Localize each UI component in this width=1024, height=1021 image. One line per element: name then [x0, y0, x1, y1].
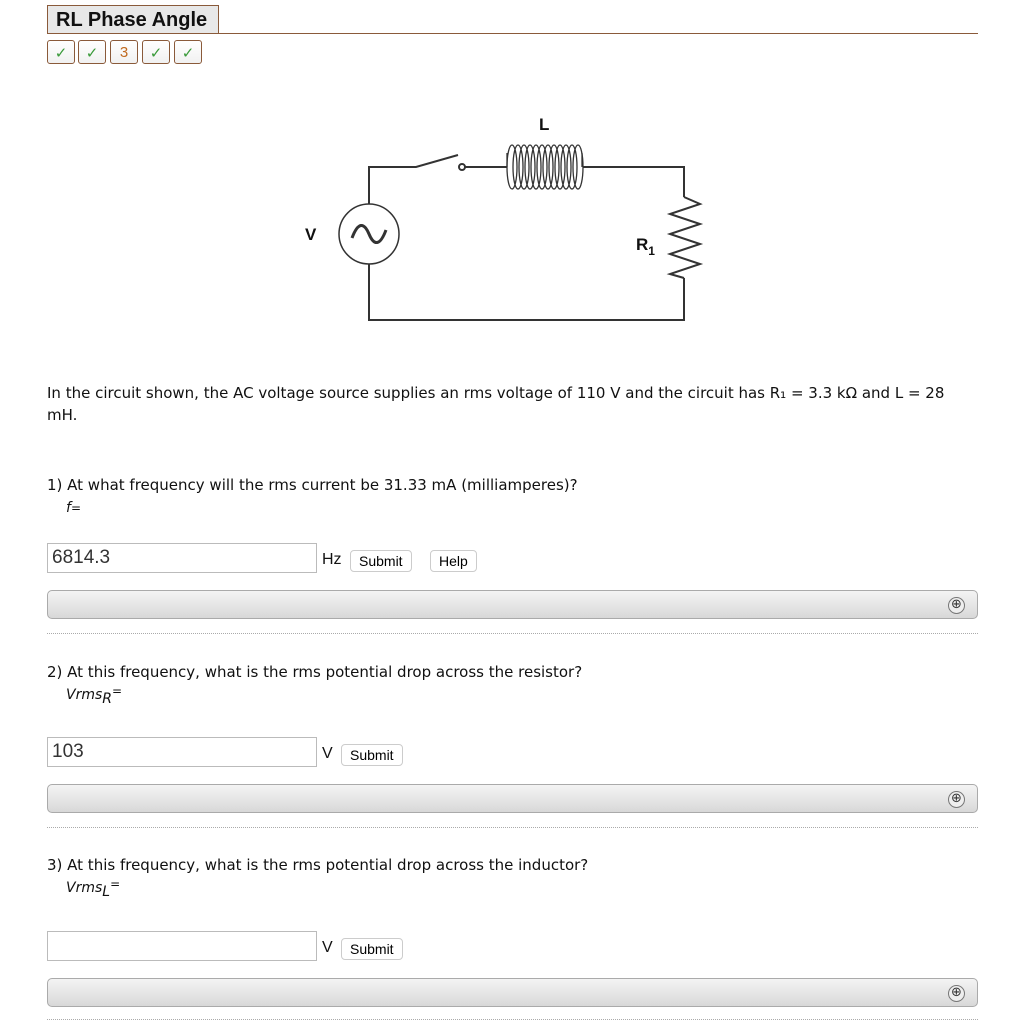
resistor-label: $R_1$ [636, 235, 655, 258]
answer-2-unit: V [322, 745, 333, 762]
resistor-symbol [670, 197, 700, 278]
score-part-3[interactable]: 3 [110, 40, 138, 64]
help-1-button[interactable]: Help [430, 550, 477, 572]
question-3-variable: Vrms$_L$= [66, 877, 121, 901]
question-1-variable: f= [66, 500, 81, 516]
answer-2-input[interactable] [47, 737, 317, 767]
feedback-bar-3[interactable] [47, 978, 978, 1007]
question-2-text: 2) At this frequency, what is the rms potential drop across the resistor? [47, 663, 583, 681]
divider [47, 633, 978, 634]
feedback-bar-1[interactable] [47, 590, 978, 619]
score-part-2[interactable]: ✓ [78, 40, 106, 64]
score-part-4[interactable]: ✓ [142, 40, 170, 64]
expand-plus-icon[interactable]: ⊕ [948, 985, 965, 1002]
question-1-text: 1) At what frequency will the rms current be 31.33 mA (milliamperes)? [47, 476, 578, 494]
inductor-label: L [539, 115, 550, 134]
divider [47, 1019, 978, 1020]
feedback-bar-2[interactable] [47, 784, 978, 813]
answer-3-unit: V [322, 939, 333, 956]
switch-wire [369, 155, 458, 204]
question-3-text: 3) At this frequency, what is the rms potential drop across the inductor? [47, 856, 589, 874]
answer-3-input[interactable] [47, 931, 317, 961]
expand-plus-icon[interactable]: ⊕ [948, 791, 965, 808]
circuit-diagram [0, 0, 1024, 340]
divider [47, 827, 978, 828]
switch-contact [459, 164, 465, 170]
submit-3-button[interactable]: Submit [341, 938, 403, 960]
sine-icon [352, 225, 386, 242]
score-part-1[interactable]: ✓ [47, 40, 75, 64]
question-2-variable: Vrms$_R$= [66, 684, 123, 708]
expand-plus-icon[interactable]: ⊕ [948, 597, 965, 614]
submit-2-button[interactable]: Submit [341, 744, 403, 766]
problem-statement: In the circuit shown, the AC voltage source supplies an rms voltage of 110 V and the circuit has R₁ = 3.3 kΩ and L = 28 mH. [47, 384, 945, 424]
score-part-5[interactable]: ✓ [174, 40, 202, 64]
inductor-coil [507, 145, 583, 189]
source-label: V [305, 225, 317, 244]
page-title: RL Phase Angle [47, 5, 219, 33]
answer-1-input[interactable] [47, 543, 317, 573]
submit-1-button[interactable]: Submit [350, 550, 412, 572]
answer-1-unit: Hz [322, 551, 342, 568]
